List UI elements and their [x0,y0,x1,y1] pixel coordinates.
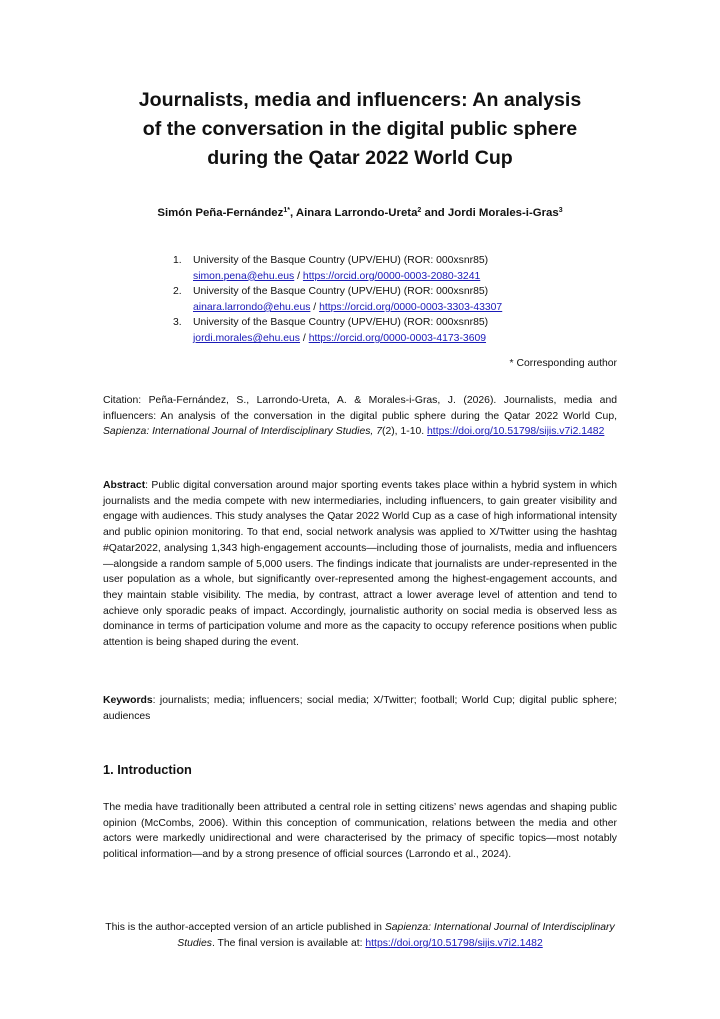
footer-journal: Sapienza: International Journal of Interdisciplinary Studies [177,922,615,949]
footer-note [103,920,617,951]
author-separator: , [289,207,296,219]
author-name: Ainara Larrondo-Ureta [295,207,418,219]
affiliation-institution: University of the Basque Country (UPV/EHU) (ROR: 000xsnr85) [193,255,489,266]
affiliation-item [173,253,613,284]
keywords-label: Keywords [103,695,153,706]
abstract-text: : Public digital conversation around major sporting events takes place within a hybrid system in which journalists and the media compete with new intermediaries, including influencers, to gain greater visibility and engage with audiences. This study analyses the Qatar 2022 World Cup as a case of high informational intensity and public opinion monitoring. To that end, social network analysis was applied to X/Twitter using the hashtag #Qatar2022, analysing 1,343 high-engagement accounts—including those of journalists, media and influencers—alongside a random sample of 5,000 users. The findings indicate that journalists are under-represented in the user population as a whole, but significantly over-represented among the highest-engagement accounts, and they maintain stable visibility. The media, by contrast, attract a lower average level of attention and tend to achieve only sporadic peaks of impact. Accordingly, journalistic authority on social media is observed less as dominance in terms of participation volume and more as the capacity to occupy reference positions when public attention is being shaped during the event. [103,480,617,649]
citation-journal: Sapienza: International Journal of Interdisciplinary Studies, 7 [103,426,382,438]
link-separator: / [310,301,320,313]
footer-text-2: . The final version is available at: [211,937,366,949]
title-line-1: Journalists, media and influencers: An analysis [138,89,582,111]
orcid-link[interactable]: https://orcid.org/0000-0003-2080-3241 [302,270,481,282]
link-separator: / [300,332,309,344]
affiliation-institution: University of the Basque Country (UPV/EHU) (ROR: 000xsnr85) [193,317,489,329]
title-line-2: of the conversation in the digital public sphere [142,118,578,140]
author-name: Simón Peña-Fernández [157,207,284,219]
email-link[interactable]: ainara.larrondo@ehu.eus [193,301,311,313]
affiliation-list [173,253,613,347]
affiliation-item [173,315,613,346]
affiliation-item [173,284,613,315]
citation-issue-pages: (2), 1-10. [381,426,428,438]
affiliation-number: 2. [173,286,182,298]
section-heading-introduction: 1. Introduction [103,762,192,777]
footer-text: This is the author-accepted version of an article published in [105,922,385,933]
link-separator: / [294,270,303,282]
author-affiliation-mark: 3 [558,207,563,214]
author-affiliation-mark: 2 [417,207,422,214]
citation-paragraph [103,393,617,440]
paper-title [103,86,617,173]
author-affiliation-mark: 1* [283,207,290,214]
abstract-paragraph [103,478,617,651]
citation-doi-link[interactable]: https://doi.org/10.51798/sijis.v7i2.1482 [427,426,605,438]
keywords-paragraph [103,693,617,724]
author-list [103,205,617,221]
title-line-3: during the Qatar 2022 World Cup [207,147,513,169]
introduction-paragraph: The media have traditionally been attributed a central role in setting citizens’ news agendas and shaping public opinion (McCombs, 2006). Within this conception of communication, relations between the media and other actors were markedly unidirectional and were characterised by the primacy of specific topics—most notably political information—and by a strong presence of official sources (Larrondo et al., 2024). [103,802,617,861]
email-link[interactable]: jordi.morales@ehu.eus [193,332,301,344]
affiliation-number: 1. [173,255,182,266]
author-name: Jordi Morales-i-Gras [447,207,559,219]
citation-text: Citation: Peña-Fernández, S., Larrondo-Ureta, A. & Morales-i-Gras, J. (2026). Journalists, media and influencers: An analysis of the conversation in the digital public sphere during the Qatar 2022 World Cup, [103,395,617,422]
affiliation-institution: University of the Basque Country (UPV/EHU) (ROR: 000xsnr85) [193,286,489,298]
keywords-text: : journalists; media; influencers; social media; X/Twitter; football; World Cup; digital public sphere; audiences [103,695,617,722]
corresponding-author-note: * Corresponding author [509,358,617,369]
orcid-link[interactable]: https://orcid.org/0000-0003-3303-43307 [319,301,503,313]
orcid-link[interactable]: https://orcid.org/0000-0003-4173-3609 [308,332,487,344]
footer-doi-link[interactable]: https://doi.org/10.51798/sijis.v7i2.1482 [365,937,543,949]
abstract-label: Abstract [103,480,146,491]
affiliation-number: 3. [173,317,182,329]
author-separator: and [421,207,448,219]
email-link[interactable]: simon.pena@ehu.eus [193,270,295,282]
